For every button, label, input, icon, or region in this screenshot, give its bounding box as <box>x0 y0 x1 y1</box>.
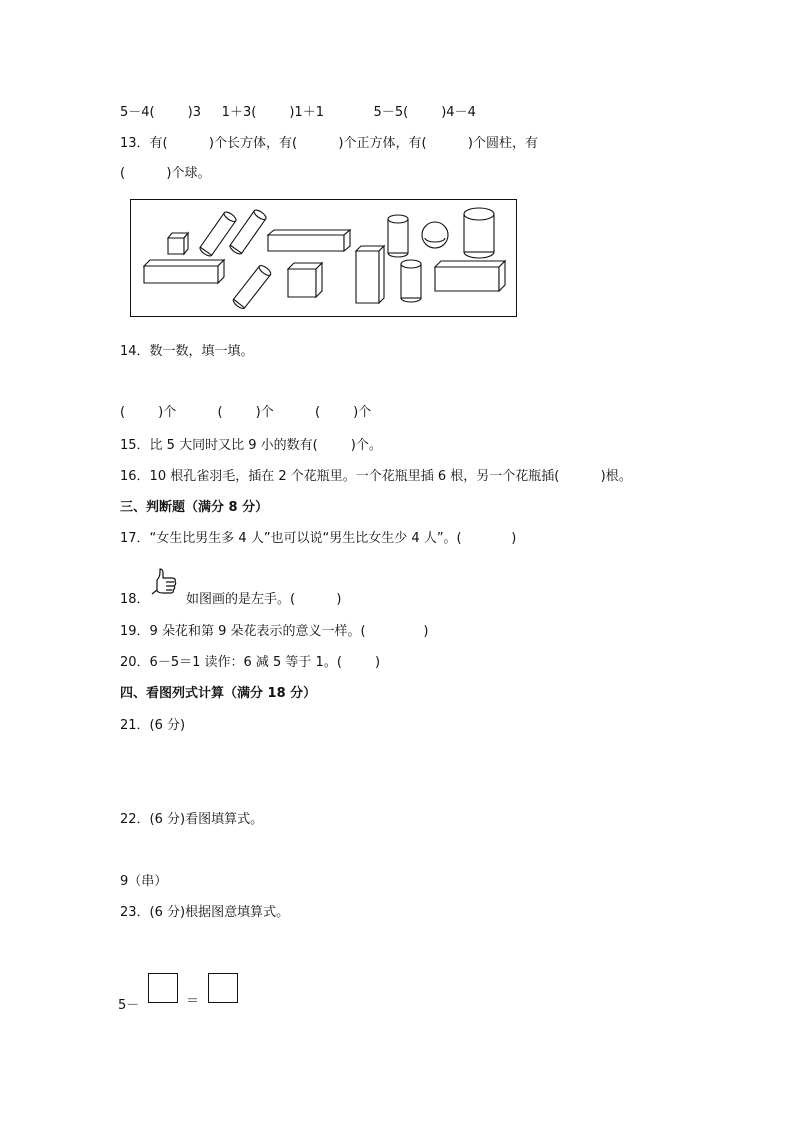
q13-line-2: ( )个球。 <box>120 166 211 181</box>
q20-line: 20．6－5＝1 读作：6 减 5 等于 1。( ) <box>120 655 381 670</box>
answer-box-1[interactable] <box>148 973 178 1003</box>
q15-line: 15．比 5 大同时又比 9 小的数有( )个。 <box>120 438 382 453</box>
long-cuboid-top <box>268 230 350 251</box>
equation-equals: ＝ <box>186 994 200 1009</box>
q14-blanks-line: ( )个 ( )个 ( )个 <box>120 405 372 420</box>
answer-box-2[interactable] <box>208 973 238 1003</box>
long-cuboid-left <box>144 260 224 283</box>
tall-cuboid-shape <box>356 246 384 303</box>
q17-line: 17．“女生比男生多 4 人”也可以说“男生比女生少 4 人”。( ) <box>120 531 517 546</box>
section-3-heading: 三、判断题（满分 8 分） <box>120 500 269 515</box>
equation-five-minus: 5－ <box>118 998 140 1013</box>
nine-strings-label: 9（串） <box>120 874 168 889</box>
small-cube-shape <box>168 233 188 254</box>
geometric-solids-figure <box>130 199 517 317</box>
q19-line: 19．9 朵花和第 9 朵花表示的意义一样。( ) <box>120 624 429 639</box>
q23-line: 23．(6 分)根据图意填算式。 <box>120 905 290 920</box>
upright-cylinder-small <box>388 215 408 257</box>
q13-line-1: 13．有( )个长方体，有( )个正方体，有( )个圆柱，有 <box>120 136 538 151</box>
q14-line: 14．数一数，填一填。 <box>120 344 254 359</box>
sphere-shape <box>422 222 448 248</box>
q18-number: 18． <box>120 592 150 607</box>
q22-line: 22．(6 分)看图填算式。 <box>120 812 264 827</box>
thumbs-up-hand-icon <box>150 566 182 598</box>
long-cuboid-right <box>435 261 505 291</box>
q16-line: 16．10 根孔雀羽毛，插在 2 个花瓶里。一个花瓶里插 6 根，另一个花瓶插( )根。 <box>120 469 632 484</box>
upright-cylinder-large <box>464 208 494 258</box>
section-4-heading: 四、看图列式计算（满分 18 分） <box>120 686 317 701</box>
q21-line: 21．(6 分) <box>120 718 186 733</box>
upright-cylinder-lower <box>401 260 421 302</box>
q12-compare-line: 5－4( )3 1＋3( )1＋1 5－5( )4－4 <box>120 105 476 120</box>
q18-text: 如图画的是左手。( ) <box>186 592 342 607</box>
medium-cube-shape <box>288 263 322 297</box>
